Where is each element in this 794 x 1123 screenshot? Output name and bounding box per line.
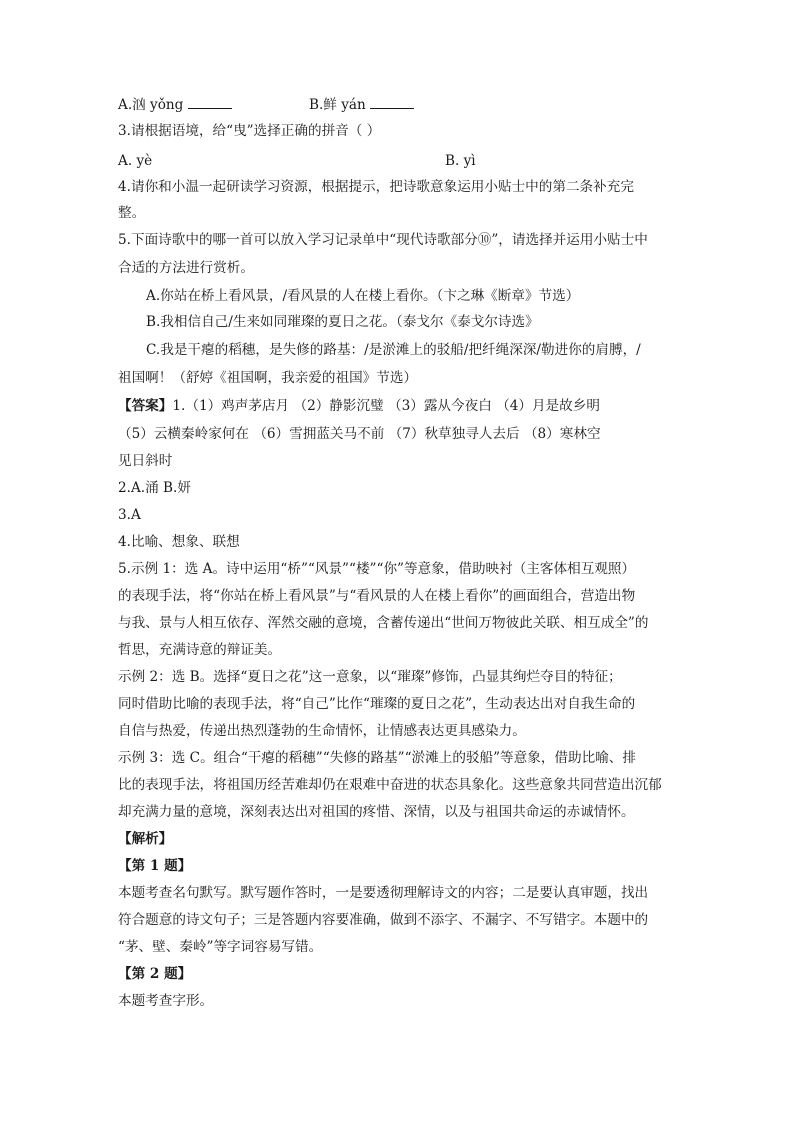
answer-5-example2-line3: 自信与热爱，传递出热烈蓬勃的生命情怀，让情感表达更具感染力。 (118, 723, 526, 739)
answer-5-example1-line2: 的表现手法，将“你站在桥上看风景”与“看风景的人在楼上看你”的画面组合，营造出物 (118, 588, 636, 604)
answer-3: 3.A (118, 507, 141, 523)
analysis-q2-label: 【第 2 题】 (118, 966, 192, 982)
q2-option-a: A.汹 yǒng (118, 97, 184, 113)
answer-5-example3-line1: 示例 3：选 C。组合“干瘪的稻穗”“失修的路基”“淤滩上的驳船”等意象，借助比喻、排 (118, 750, 636, 766)
q3-stem: 3.请根据语境，给“曳”选择正确的拼音（ ） (118, 123, 381, 139)
analysis-q2-line1: 本题考查字形。 (118, 993, 214, 1009)
analysis-q1-line1: 本题考查名句默写。默写题作答时，一是要透彻理解诗文的内容；二是要认真审题，找出 (118, 885, 649, 901)
q4-line1: 4.请你和小温一起研读学习资源，根据提示，把诗歌意象运用小贴士中的第二条补充完 (118, 179, 634, 195)
answer-line1-row (118, 396, 600, 416)
answer-4: 4.比喻、想象、联想 (118, 534, 240, 550)
q2-option-b-blank[interactable] (370, 95, 414, 109)
answer-1-line2: （5）云横秦岭家何在 （6）雪拥蓝关马不前 （7）秋草独寻人去后 （8）寒林空 (118, 426, 601, 442)
answer-2: 2.A.涌 B.妍 (118, 480, 191, 496)
analysis-q1-label: 【第 1 题】 (118, 858, 192, 874)
q2-option-a-blank[interactable] (188, 95, 232, 109)
answer-1-line3: 见日斜时 (118, 453, 173, 469)
q5-option-c-line2: 祖国啊！（舒婷《祖国啊，我亲爱的祖国》节选） (118, 370, 418, 386)
q5-option-a: A.你站在桥上看风景，/看风景的人在楼上看你。（卞之琳《断章》节选） (146, 288, 580, 304)
answer-1-line1: 1.（1）鸡声茅店月 （2）静影沉璧 （3）露从今夜白 （4）月是故乡明 (172, 398, 600, 414)
q3-option-b: B. yì (445, 153, 476, 169)
q2-option-b-row (309, 95, 414, 115)
q5-line2: 合适的方法进行赏析。 (118, 260, 254, 276)
answer-5-example2-line1: 示例 2：选 B。选择“夏日之花”这一意象，以“璀璨”修饰，凸显其绚烂夺目的特征； (118, 669, 622, 685)
answer-5-example1-line3: 与我、景与人相互依存、浑然交融的意境，含蓄传递出“世间万物彼此关联、相互成全”的 (118, 615, 649, 631)
analysis-q1-line2: 符合题意的诗文句子；三是答题内容要准确，做到不添字、不漏字、不写错字。本题中的 (118, 912, 649, 928)
answer-5-example1-line1: 5.示例 1：选 A。诗中运用“桥”“风景”“楼”“你”等意象，借助映衬（主客体相互观照） (118, 561, 636, 577)
answer-5-example3-line2: 比的表现手法，将祖国历经苦难却仍在艰难中奋进的状态具象化。这些意象共同营造出沉郁 (118, 777, 662, 793)
q4-line2: 整。 (118, 205, 146, 221)
answer-label: 【答案】 (118, 398, 173, 414)
q5-line1: 5.下面诗歌中的哪一首可以放入学习记录单中“现代诗歌部分⑩”，请选择并运用小贴士中 (118, 232, 648, 248)
q2-option-b: B.鲜 yán (309, 97, 366, 113)
q2-options-row (118, 95, 232, 115)
analysis-label: 【解析】 (118, 831, 173, 847)
answer-5-example3-line3: 却充满力量的意境，深刻表达出对祖国的疼惜、深情，以及与祖国共命运的赤诚情怀。 (118, 804, 635, 820)
answer-5-example1-line4: 哲思，充满诗意的辩证美。 (118, 642, 282, 658)
q5-option-c-line1: C.我是干瘪的稻穗，是失修的路基：/是淤滩上的驳船/把纤绳深深/勒进你的肩膊，/ (146, 342, 641, 358)
q3-option-a: A. yè (118, 153, 153, 169)
analysis-q1-line3: “茅、壁、秦岭”等字词容易写错。 (118, 939, 323, 955)
q5-option-b: B.我相信自己/生来如同璀璨的夏日之花。（泰戈尔《泰戈尔诗选》 (146, 314, 539, 330)
answer-5-example2-line2: 同时借助比喻的表现手法，将“自己”比作“璀璨的夏日之花”，生动表达出对自我生命的 (118, 696, 636, 712)
